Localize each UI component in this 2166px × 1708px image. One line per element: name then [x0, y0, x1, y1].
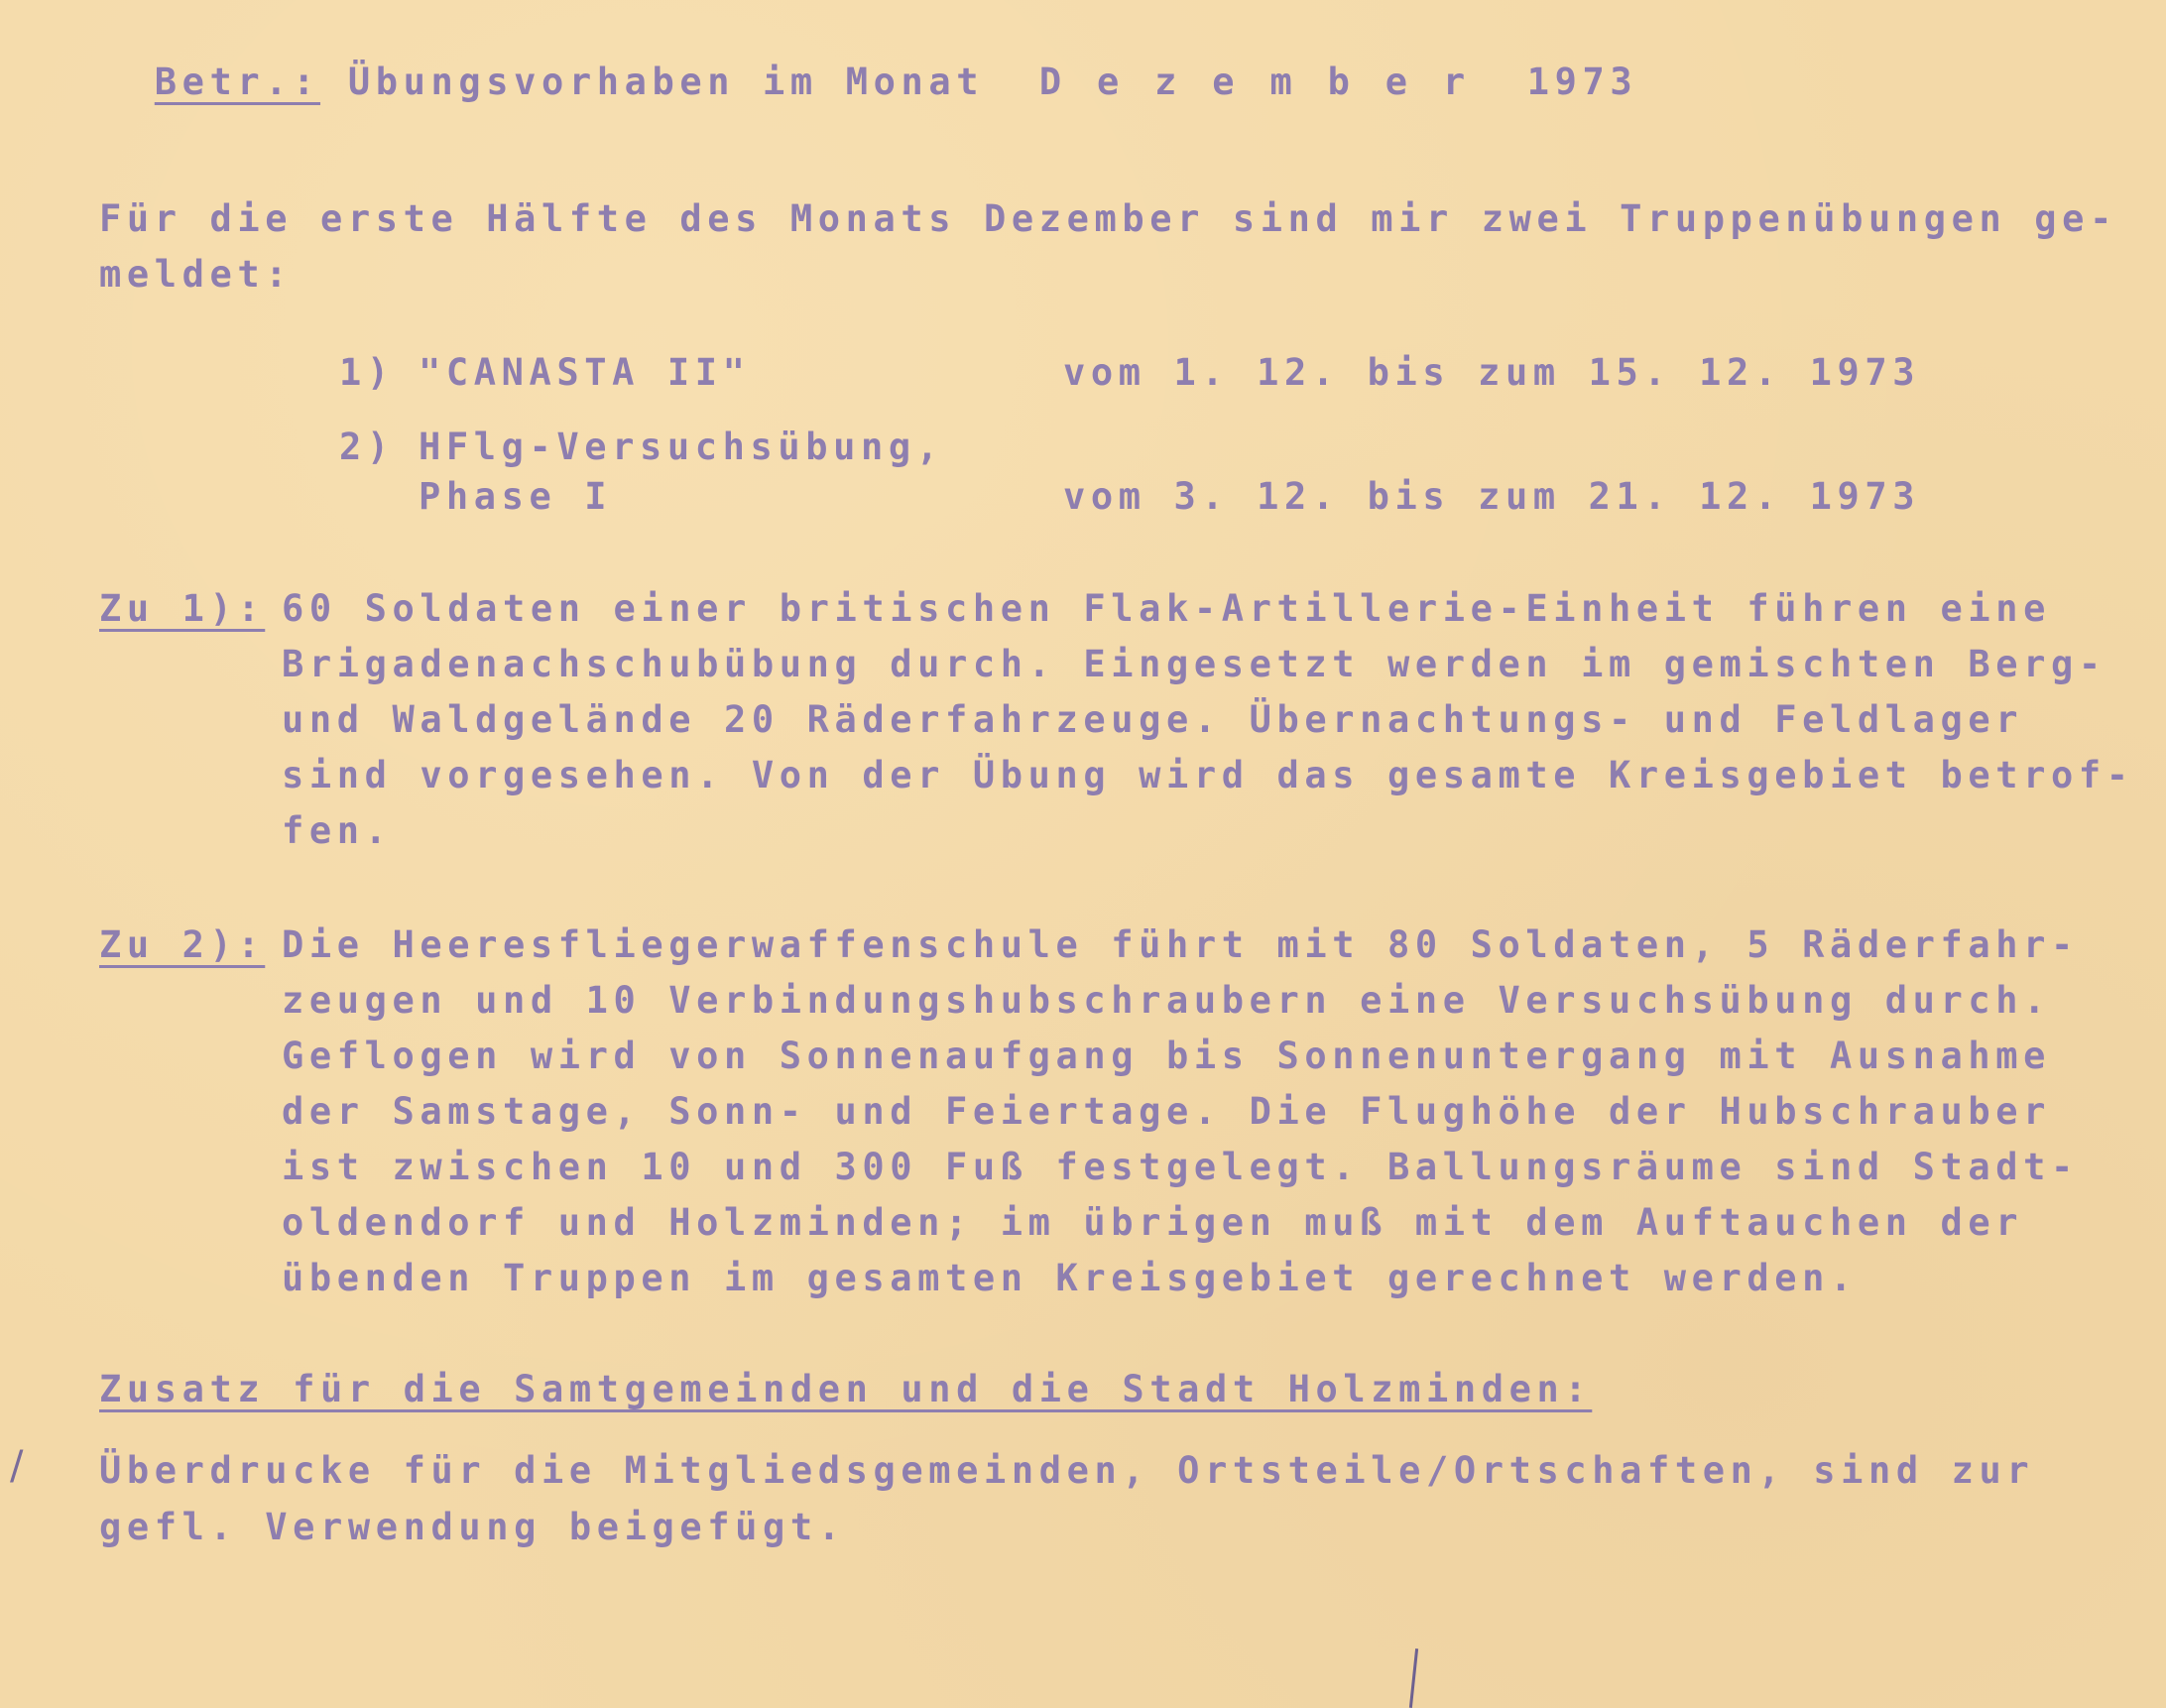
addendum-heading: Zusatz für die Samtgemeinden und die Stadt Holzminden: — [99, 1368, 1593, 1410]
intro-line-1: Für die erste Hälfte des Monats Dezember sind mir zwei Truppenübungen ge- — [99, 197, 2117, 240]
subject-month: D e z e m b e r — [1038, 61, 1472, 103]
note-1-line-1: 60 Soldaten einer britischen Flak-Artillerie-Einheit führen eine — [282, 587, 2052, 630]
note-2-line-3: Geflogen wird von Sonnenaufgang bis Sonnenuntergang mit Ausnahme — [282, 1035, 2052, 1077]
subject-label: Betr.: — [154, 61, 321, 103]
note-1-line-2: Brigadenachschubübung durch. Eingesetzt werden im gemischten Berg- — [282, 643, 2106, 685]
note-2-label: Zu 2): — [99, 923, 266, 966]
note-2-line-2: zeugen und 10 Verbindungshubschraubern eine Versuchsübung durch. — [282, 979, 2052, 1022]
note-2-line-6: oldendorf und Holzminden; im übrigen muß mit dem Auftauchen der — [282, 1201, 2024, 1244]
exercise-2-period: vom 3. 12. bis zum 21. 12. 1973 — [1063, 475, 1921, 518]
note-1-label: Zu 1): — [99, 587, 266, 630]
addendum-line-1: Überdrucke für die Mitgliedsgemeinden, Ortsteile/Ortschaften, sind zur — [99, 1449, 2035, 1492]
margin-mark: / — [10, 1443, 24, 1489]
exercise-1-number: 1) — [339, 351, 395, 394]
note-2-line-5: ist zwischen 10 und 300 Fuß festgelegt. Ballungsräume sind Stadt- — [282, 1146, 2079, 1188]
note-1-line-4: sind vorgesehen. Von der Übung wird das gesamte Kreisgebiet betrof- — [282, 754, 2134, 796]
subject-text: Übungsvorhaben im Monat — [347, 61, 985, 103]
exercise-1-period: vom 1. 12. bis zum 15. 12. 1973 — [1063, 351, 1921, 394]
note-2-line-4: der Samstage, Sonn- und Feiertage. Die Flughöhe der Hubschrauber — [282, 1090, 2052, 1133]
intro-line-2: meldet: — [99, 253, 294, 296]
note-1-line-5: fen. — [282, 809, 393, 852]
note-2-line-1: Die Heeresfliegerwaffenschule führt mit 80 Soldaten, 5 Räderfahr- — [282, 923, 2079, 966]
subject-line — [99, 27, 1638, 103]
note-2-line-7: übenden Truppen im gesamten Kreisgebiet gerechnet werden. — [282, 1257, 1858, 1299]
subject-year: 1973 — [1526, 61, 1638, 103]
exercise-2-name: HFlg-Versuchsübung, — [419, 426, 944, 468]
note-1-line-3: und Waldgelände 20 Räderfahrzeuge. Übernachtungs- und Feldlager — [282, 698, 2024, 741]
exercise-2-name-2: Phase I — [419, 475, 613, 518]
addendum-line-2: gefl. Verwendung beigefügt. — [99, 1506, 846, 1548]
exercise-1-name: "CANASTA II" — [419, 351, 751, 394]
exercise-2-number: 2) — [339, 426, 395, 468]
